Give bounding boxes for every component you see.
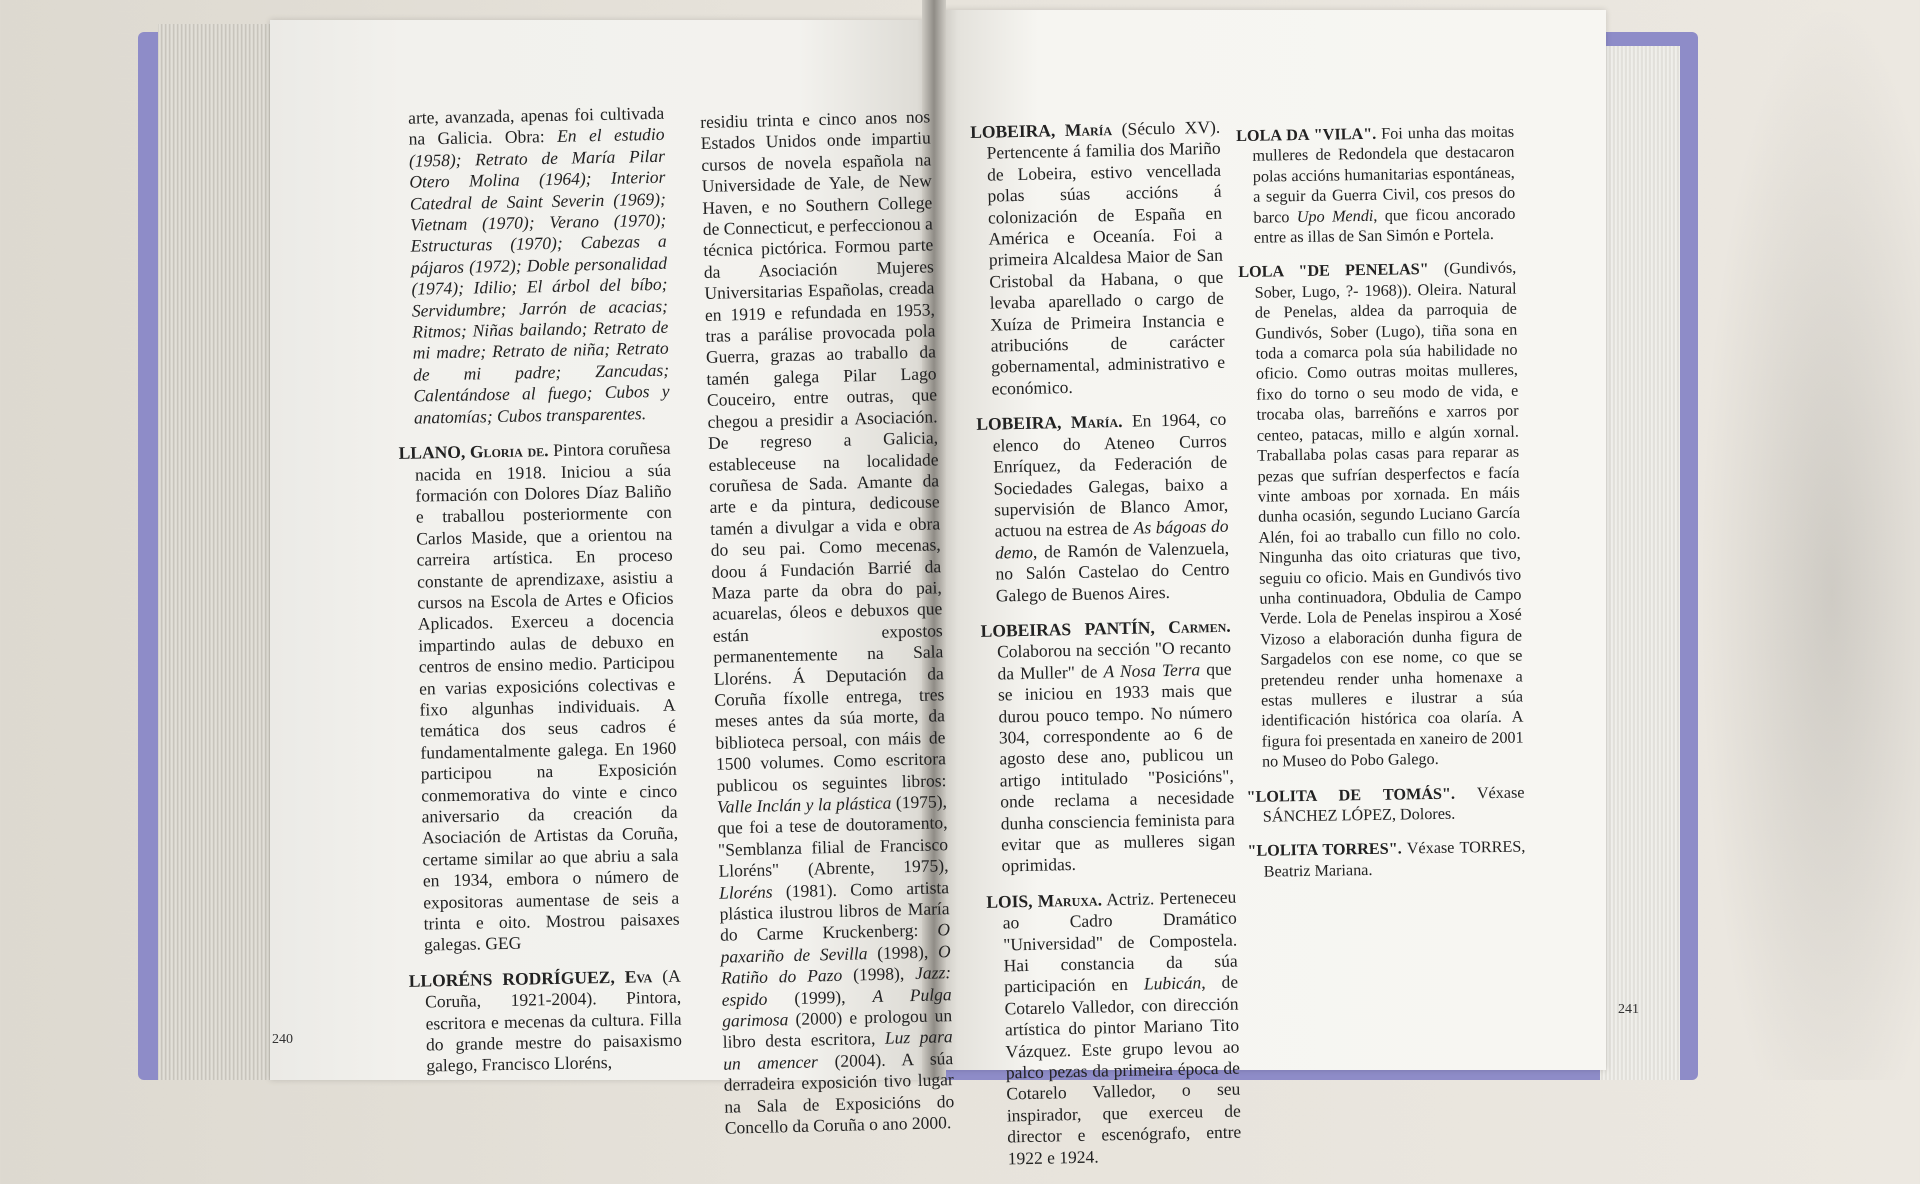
entry-heading: LLORÉNS RODRÍGUEZ, Eva bbox=[408, 966, 653, 991]
entry-lola-de-penelas bbox=[1238, 258, 1524, 772]
entry-heading: LOLA "DE PENELAS" bbox=[1238, 260, 1429, 282]
entry-heading: "LOLITA DE TOMÁS". bbox=[1246, 784, 1456, 806]
entry-llorens-eva-continued: residiu trinta e cinco anos nos Estados Unidos onde impartiu cursos de novela española na Universidade de Yale, de New Haven, e no Southern College de Connecticut, e perfeccionou a técnica pictórica. Formou parte da Asociación Mujeres Universitarias Españolas, creada en 1919 e refundada en 1953, tras a parálise provocada pola Guerra, grazas ao traballo da tamén galega Pilar Lago Couceiro, entre outras, que chegou a presidir a Asociación. De regreso a Galicia, estableceuse na localidade coruñesa de Sada. Amante da arte e da pintura, dedicouse tamén a divulgar a vida e obra do seu pai. Como mecenas, doou á Fundación Barrié da Maza parte da obra do pai, acuarelas, óleos e debuxos que están expostos permanentemente na Sala Lloréns. Á Deputación da Coruña fíxolle entrega, tres meses antes da súa morte, da biblioteca persoal, con máis de 1500 volumes. Como escritora publicou os seguintes libros: Valle Inclán y la plástica (1975), que foi a tese de doutoramento, "Semblanza filial de Francisco Lloréns" (Abrente, 1975), Lloréns (1981). Como artista plástica ilustrou libros de María do Carme Kruckenberg: O paxariño de Sevilla (1998), O Ratiño do Pazo (1998), Jazz: espido (1999), A Pulga garimosa (2000) e prologou un libro desta escritora, Luz para un amencer (2004). A súa derradeira exposición tivo lugar na Sala de Exposicións do Concello da Coruña o ano 2000. bbox=[700, 106, 955, 1138]
page-number-right: 241 bbox=[1618, 1002, 1639, 1017]
entry-heading: LOLA DA "VILA". bbox=[1236, 124, 1377, 145]
background-shadow bbox=[1700, 0, 1920, 1080]
works-list: En el estudio (1958); Retrato de María Pilar Otero Molina (1964); Interior Catedral de Saint Severin (1969); Vietnam (1970); Verano (1970); Estructuras (1970); Cabezas a pájaros (1972); Doble personalidad (1974); Idilio; El árbol del bíbo; Servidumbre; Jarrón de acacias; Ritmos; Niñas bailando; Retrato de mi madre; Retrato de niña; Retrato de mi padre; Zancudas; Calentándose al fuego; Cubos y anatomías; Cubos transparentes. bbox=[408, 124, 670, 428]
entry-heading: LOBEIRA, María bbox=[970, 119, 1113, 142]
entry-llano-gloria bbox=[398, 438, 680, 957]
entry-lola-da-vila: LOLA DA "VILA". Foi unha das moitas mulleres de Redondela que destacaron polas accións humanitarias espontáneas, a seguir da Guerra Civil, cos presos do barco Upo Mendi, que ficou ancorado entre as illas de San Simón e Portela. bbox=[1236, 122, 1516, 247]
entry-heading: LOIS, Maruxa. bbox=[986, 889, 1103, 912]
entry-lobeira-maria-1 bbox=[970, 117, 1226, 400]
left-column-2 bbox=[700, 106, 955, 1153]
entry-heading: LOBEIRA, María. bbox=[976, 411, 1123, 435]
entry-lois-maruxa: LOIS, Maruxa. Actriz. Perteneceu ao Cadro Dramático "Universidad" de Compostela. Hai constancia da súa participación en Lubicán, de Cotarelo Valledor, con dirección artística do pintor Mariano Tito Vázquez. Este grupo levou ao palco pezas da primeira época de Cotarelo Valledor, o seu inspirador, que exerceu de director e escenógrafo, entre 1922 e 1924. bbox=[986, 886, 1242, 1169]
entry-heading: "LOLITA TORRES". bbox=[1247, 839, 1402, 861]
entry-heading: LLANO, Gloria de. bbox=[398, 440, 549, 464]
left-column-1 bbox=[392, 103, 683, 1092]
entry-body: (Século XV). Pertencente á familia dos Mariño de Lobeira, estivo vencellada polas súas accións á colonización de España en América e Oceanía. Foi a primeira Alcaldesa Maior de San Cristobal da Habana, o que levaba aparellado o cargo de Xuíza de Primeira Instancia e atribucións de carácter gobernamental, administrativo e económico. bbox=[986, 116, 1226, 399]
entry-lolita-de-tomas bbox=[1246, 782, 1525, 827]
entry-body: (A Coruña, 1921-2004). Pintora, escritora e mecenas da cultura. Filla do grande mestre do paisaxismo galego, Francisco Lloréns, bbox=[424, 965, 683, 1076]
continued-paragraph: arte, avanzada, apenas foi cultivada na Galicia. Obra: En el estudio (1958); Retrato de María Pilar Otero Molina (1964); Interior Catedral de Saint Severin (1969); Vietnam (1970); Verano (1970); Estructuras (1970); Cabezas a pájaros (1972); Doble personalidad (1974); Idilio; El árbol del bíbo; Servidumbre; Jarrón de acacias; Ritmos; Niñas bailando; Retrato de mi madre; Retrato de niña; Retrato de mi padre; Zancudas; Calentándose al fuego; Cubos y anatomías; Cubos transparentes. bbox=[407, 102, 670, 428]
page-edges-left bbox=[158, 24, 278, 1080]
entry-body: Pintora coruñesa nacida en 1918. Iniciou a súa formación con Dolores Díaz Baliño e traballou posteriormente con Carlos Maside, que a orientou na carreira artística. En proceso constante de aprendizaxe, asistiu a cursos na Escola de Artes e Oficios Aplicados. Exerceu a docencia impartindo aulas de debuxo en centros de ensino medio. Participou en varias exposicións colectivas e fixo algunhas individuais. A temática dos seus cadros é fundamentalmente galega. En 1960 participou na Exposición conmemorativa do vinte e cinco aniversario da creación da Asociación de Artistas da Coruña, certame similar ao que abriu a sala en 1934, embora o número de expositoras aumentase de seis a trinta e oito. Mostrou paisaxes galegas. GEG bbox=[414, 437, 680, 955]
entry-llorens-eva bbox=[409, 965, 683, 1077]
entry-body: (Gundivós, Sober, Lugo, ?- 1968)). Oleira. Natural de Penelas, aldea da parroquia de Gundivós, Sober (Lugo), tiña sona en toda a comarca pola súa habilidade no oficio. Como outras moitas mulleres, fixo do torno o seu modo de vida, e trocaba olas, barreñóns e xarros por centeo, patacas, millo e algún xornal. Traballaba polas casas para reparar as pezas que sufrían desperfectos e facía vinte amboas por xornada. En máis dunha ocasión, segundo Luciano García Alén, foi ao traballo cun fillo no colo. Ningunha das oito criaturas que tivo, seguiu co oficio. Mais en Gundivós tivo unha continuadora, Obdulia de Campo Verde. Lola de Penelas inspirou a Xosé Vizoso a elaboración dunha figura de Sargadelos con ese nome, co que se pretendeu render unha homenaxe a estas mulleres e ilustrar a súa identificación histórica coa olaría. A figura foi presentada en xaneiro de 2001 no Museo do Pobo Galego. bbox=[1254, 259, 1524, 771]
right-column-2 bbox=[1236, 122, 1526, 896]
entry-lolita-torres bbox=[1247, 837, 1526, 882]
page-edges-right bbox=[1600, 46, 1680, 1080]
entry-body: Véxase TORRES, Beatriz Mariana. bbox=[1263, 837, 1526, 881]
entry-lobeiras-pantin: LOBEIRAS PANTÍN, Carmen. Colaborou na sección "O recanto da Muller" de A Nosa Terra que se iniciou en 1933 mais que durou pouco tempo. No número 304, correspondente ao 6 de agosto dese ano, publicou un artigo intitulado "Posicións", onde reclama a necesidade dunha consciencia feminista para evitar que as mulleres sigan oprimidas. bbox=[980, 615, 1236, 876]
right-column-1 bbox=[970, 117, 1242, 1184]
entry-heading: LOBEIRAS PANTÍN, Carmen. bbox=[980, 615, 1231, 641]
page-number-left: 240 bbox=[272, 1032, 293, 1047]
entry-lobeira-maria-2: LOBEIRA, María. En 1964, co elenco do Ateneo Curros Enríquez, da Federación de Sociedades Galegas, baixo a supervisión de Blanco Amor, actuou na estrea de As bágoas do demo, de Ramón de Valenzuela, no Salón Castelao do Centro Galego de Buenos Aires. bbox=[976, 408, 1230, 606]
entry-body: Véxase SÁNCHEZ LÓPEZ, Dolores. bbox=[1262, 783, 1525, 826]
